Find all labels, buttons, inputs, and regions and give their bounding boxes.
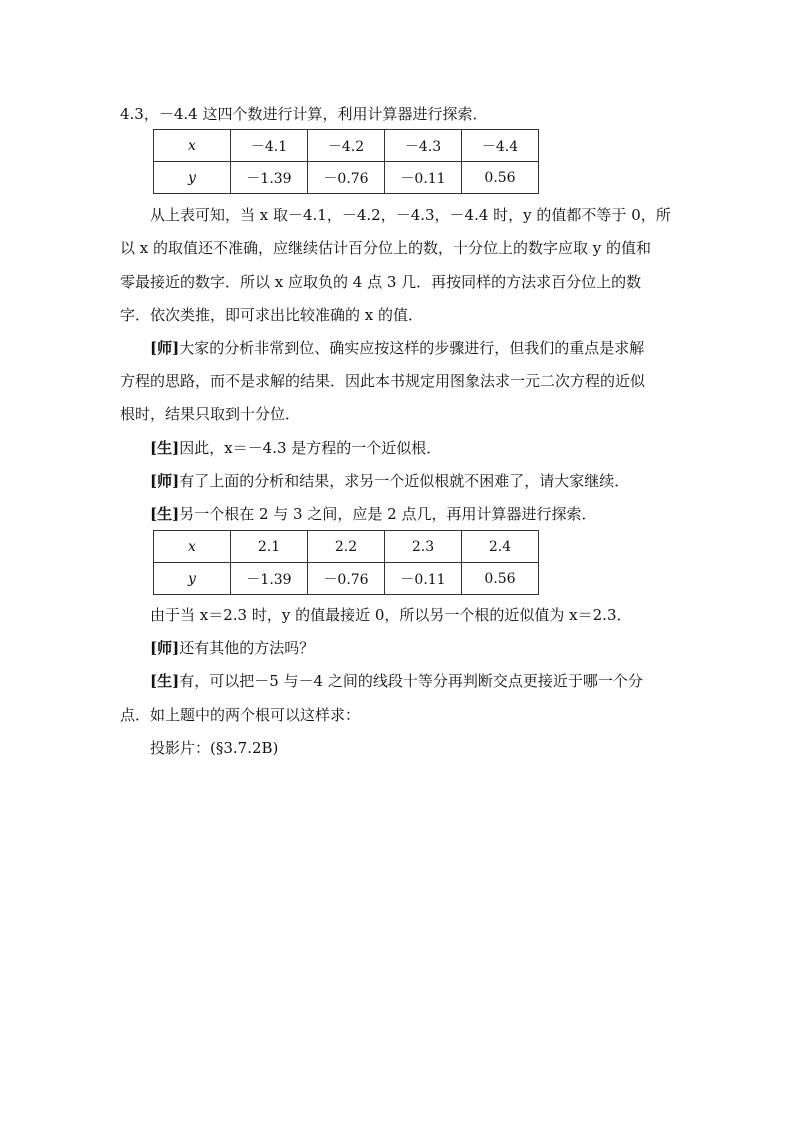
- speaker-tag-student: [生]: [150, 672, 180, 690]
- table-cell: －0.11: [385, 162, 462, 194]
- table-cell: －4.2: [308, 130, 385, 162]
- table-cell: －0.11: [385, 563, 462, 595]
- paragraph-line: 4.3，－4.4 这四个数进行计算，利用计算器进行探索．: [120, 105, 488, 123]
- table-row-y: [154, 563, 539, 595]
- paragraph-text: 另一个根在 2 与 3 之间，应是 2 点几，再用计算器进行探索．: [179, 505, 597, 523]
- paragraph-line: [150, 504, 710, 524]
- table-cell: －1.39: [231, 162, 308, 194]
- paragraph-line: [150, 438, 710, 458]
- speaker-tag-student: [生]: [150, 505, 180, 523]
- table-cell: 2.3: [385, 531, 462, 563]
- table-cell: 2.1: [231, 531, 308, 563]
- table-cell: 0.56: [462, 563, 539, 595]
- paragraph-line: [150, 471, 710, 491]
- speaker-tag-teacher: [师]: [150, 339, 180, 357]
- speaker-tag-student: [生]: [150, 439, 180, 457]
- paragraph-line: 零最接近的数字．所以 x 应取负的 4 点 3 几．再按同样的方法求百分位上的数: [120, 273, 642, 291]
- table-cell: 0.56: [462, 162, 539, 194]
- table-header-y: y: [154, 563, 231, 595]
- table-cell: －4.1: [231, 130, 308, 162]
- table-row-y: [154, 162, 539, 194]
- value-table-2: [153, 530, 539, 595]
- speaker-tag-teacher: [师]: [150, 472, 180, 490]
- paragraph-text: 因此，x＝－4.3 是方程的一个近似根．: [179, 439, 442, 457]
- paragraph-line: 从上表可知，当 x 取－4.1，－4.2，－4.3，－4.4 时，y 的值都不等于 0，所: [150, 206, 671, 224]
- paragraph-text: 有了上面的分析和结果，求另一个近似根就不困难了，请大家继续．: [179, 472, 630, 490]
- paragraph-line: 方程的思路，而不是求解的结果．因此本书规定用图象法求一元二次方程的近似: [120, 372, 646, 390]
- table-cell: 2.4: [462, 531, 539, 563]
- paragraph-text: 有，可以把－5 与－4 之间的线段十等分再判断交点更接近于哪一个分: [179, 672, 643, 690]
- table-row-x: [154, 531, 539, 563]
- table-cell: －0.76: [308, 162, 385, 194]
- paragraph-line: 由于当 x＝2.3 时，y 的值最接近 0，所以另一个根的近似值为 x＝2.3．: [150, 606, 632, 624]
- table-cell: －1.39: [231, 563, 308, 595]
- table-header-y: y: [154, 162, 231, 194]
- paragraph-line: 根时，结果只取到十分位．: [120, 405, 301, 423]
- paragraph-line: 投影片：(§3.7.2B): [150, 739, 279, 757]
- table-cell: －4.4: [462, 130, 539, 162]
- paragraph-line: 点．如上题中的两个根可以这样求：: [120, 706, 361, 724]
- table-cell: －4.3: [385, 130, 462, 162]
- table-row-x: [154, 130, 539, 162]
- paragraph-text: 还有其他的方法吗？: [179, 639, 315, 657]
- paragraph-line: 字．依次类推，即可求出比较准确的 x 的值．: [120, 306, 423, 324]
- table-header-x: x: [154, 130, 231, 162]
- paragraph-line: [150, 638, 710, 658]
- table-cell: －0.76: [308, 563, 385, 595]
- value-table-1: [153, 129, 539, 194]
- paragraph-line: 以 x 的取值还不准确，应继续估计百分位上的数，十分位上的数字应取 y 的值和: [120, 239, 652, 257]
- table-header-x: x: [154, 531, 231, 563]
- paragraph-line: [150, 671, 710, 691]
- paragraph-text: 大家的分析非常到位、确实应按这样的步骤进行，但我们的重点是求解: [179, 339, 645, 357]
- speaker-tag-teacher: [师]: [150, 639, 180, 657]
- table-cell: 2.2: [308, 531, 385, 563]
- paragraph-line: [150, 338, 710, 358]
